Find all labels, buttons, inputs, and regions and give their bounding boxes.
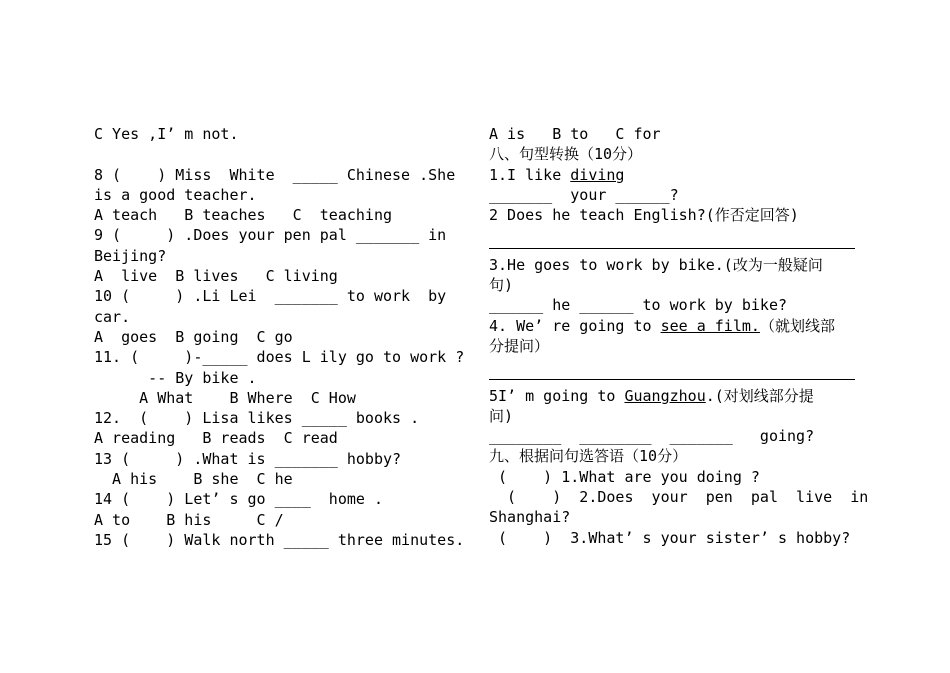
transform-4 [489, 316, 857, 336]
question-11-options: A What B Where C How [94, 388, 356, 407]
transform-5-blank: ________ ________ _______ going? [489, 427, 815, 446]
transform-5-instruction: .(对划线部分提 [705, 386, 814, 405]
transform-3: 3.He goes to work by bike.(改为一般疑问 [489, 255, 823, 274]
question-11-answer: -- By bike . [94, 368, 257, 387]
transform-4-text: 4. We’ re going to [489, 316, 661, 335]
question-9-cont: Beijing? [94, 246, 167, 265]
transform-4-cont: 分提问） [489, 336, 550, 355]
spacer [489, 225, 857, 245]
transform-1-text: 1.I like [489, 165, 571, 184]
spacer [94, 144, 462, 164]
transform-5-underlined: Guangzhou [624, 386, 706, 405]
right-column [489, 124, 869, 548]
section-8-heading: 八、句型转换（10分） [489, 145, 643, 164]
question-14-options: A to B his C / [94, 510, 284, 529]
transform-1 [489, 165, 857, 185]
question-15: 15 ( ) Walk north _____ three minutes. [94, 530, 465, 549]
transform-5-text: 5I’ m going to [489, 386, 625, 405]
spacer [489, 356, 857, 376]
transform-2: 2 Does he teach English?(作否定回答) [489, 206, 799, 225]
answer-line [489, 248, 855, 249]
question-7-option-c: C Yes ,I’ m not. [94, 125, 239, 143]
question-10: 10 ( ) .Li Lei _______ to work by [94, 287, 447, 306]
answer-item-2: ( ) 2.Does your pen pal live in [489, 488, 869, 507]
transform-5-cont: 问) [489, 406, 514, 425]
answer-line [489, 379, 855, 380]
answer-item-2-cont: Shanghai? [489, 508, 571, 527]
answer-item-1: ( ) 1.What are you doing ? [489, 467, 760, 486]
question-9-options: A live B lives C living [94, 267, 338, 286]
question-10-cont: car. [94, 307, 131, 326]
transform-5 [489, 386, 857, 406]
question-11: 11. ( )-_____ does L ily go to work ? [94, 348, 465, 367]
section-9-heading: 九、根据问句选答语（10分） [489, 447, 688, 466]
transform-4-instruction: （就划线部 [759, 316, 835, 335]
transform-3-cont: 句) [489, 276, 514, 295]
question-13-options: A his B she C he [94, 470, 293, 489]
transform-3-blank: ______ he ______ to work by bike? [489, 296, 788, 315]
transform-1-underlined: diving [570, 165, 625, 184]
answer-item-3: ( ) 3.What’ s your sister’ s hobby? [489, 528, 851, 547]
question-12: 12. ( ) Lisa likes _____ books . [94, 409, 420, 428]
question-8: 8 ( ) Miss White _____ Chinese .She [94, 165, 456, 184]
question-8-options: A teach B teaches C teaching [94, 206, 393, 225]
transform-4-underlined: see a film. [660, 316, 760, 335]
transform-1-blank: _______ your ______? [489, 185, 679, 204]
question-12-options: A reading B reads C read [94, 429, 338, 448]
question-13: 13 ( ) .What is _______ hobby? [94, 449, 402, 468]
question-9: 9 ( ) .Does your pen pal _______ in [94, 226, 447, 245]
question-10-options: A goes B going C go [94, 327, 293, 346]
question-8-cont: is a good teacher. [94, 185, 257, 204]
left-column [94, 124, 465, 550]
question-14: 14 ( ) Let’ s go ____ home . [94, 490, 383, 509]
question-15-options: A is B to C for [489, 125, 661, 143]
